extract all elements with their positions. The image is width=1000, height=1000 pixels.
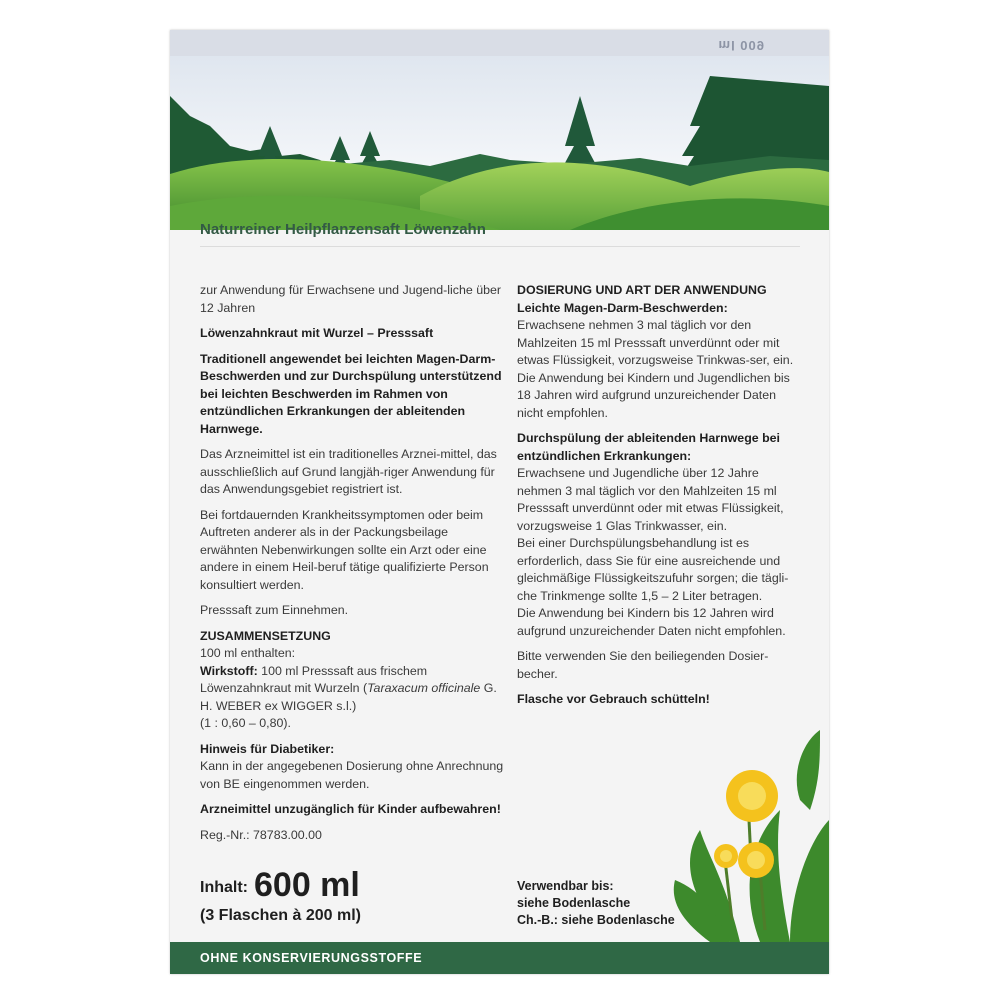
wirkstoff-tail: G. H. WEBER ex WIGGER s.l.): [200, 681, 497, 713]
cup-note: Bitte verwenden Sie den beiliegenden Dosier-becher.: [517, 649, 769, 681]
expiry-info: [517, 878, 675, 929]
dandelion-illustration: [670, 720, 829, 942]
children-warning: Arzneimittel unzugänglich für Kinder aufbewahren!: [200, 802, 501, 816]
wirkstoff-text: [200, 663, 505, 716]
herb-name: Löwenzahnkraut mit Wurzel – Presssaft: [200, 326, 434, 340]
content-volume: 600 ml: [254, 866, 360, 904]
footer-band: [170, 942, 829, 974]
content-label-text: Inhalt:: [200, 879, 248, 896]
traditional-text: Das Arzneimittel ist ein traditionelles Arznei-mittel, das ausschließlich auf Grund langjäh-riger Anwendung für das Anwendungsgebiet registriert ist.: [200, 447, 497, 496]
right-column: [517, 282, 799, 717]
product-title: Naturreiner Heilpflanzensaft Löwenzahn: [200, 221, 486, 238]
left-column: [200, 282, 505, 852]
batch-location: Ch.-B.: siehe Bodenlasche: [517, 913, 675, 927]
indication-text: Traditionell angewendet bei leichten Magen-Darm-Beschwerden und zur Durchspülung unterstützend bei leichten Beschwerden im Rahmen von entzündlichen Erkrankungen der ableitenden Harnwege.: [200, 351, 502, 436]
dosage-form: Presssaft zum Einnehmen.: [200, 603, 349, 617]
flush-heading: Durchspülung der ableitenden Harnwege bei entzündlichen Erkrankungen:: [517, 431, 780, 463]
product-box-back: [170, 30, 829, 974]
bottle-count: (3 Flaschen à 200 ml): [200, 907, 361, 924]
diabetic-heading: Hinweis für Diabetiker:: [200, 741, 335, 756]
wirkstoff-latin: Taraxacum officinale: [367, 681, 481, 695]
flush-children-text: Die Anwendung bei Kindern bis 12 Jahren wird aufgrund unzureichender Daten nicht empfohlen.: [517, 606, 786, 638]
flush-fluids-text: Bei einer Durchspülungsbehandlung ist es erforderlich, dass Sie für eine ausreichende und gleichmäßige Flüssigkeitszufuhr sorgen; die tägli-che Trinkmenge sollte 1,5 – 2 Liter betragen.: [517, 536, 789, 603]
audience-text: zur Anwendung für Erwachsene und Jugend-liche über 12 Jahren: [200, 283, 502, 315]
shake-note: Flasche vor Gebrauch schütteln!: [517, 692, 710, 706]
wirkstoff-body: 100 ml Presssaft aus frischem Löwenzahnkraut mit Wurzeln (: [200, 663, 428, 695]
expiry-location: siehe Bodenlasche: [517, 896, 631, 910]
preservative-free-label: OHNE KONSERVIERUNGSSTOFFE: [200, 951, 423, 965]
ratio-text: (1 : 0,60 – 0,80).: [200, 716, 291, 730]
composition-heading: ZUSAMMENSETZUNG: [200, 628, 331, 643]
content-label: [200, 866, 520, 925]
composition-contains: 100 ml enthalten:: [200, 646, 296, 660]
wirkstoff-label: Wirkstoff:: [200, 663, 258, 678]
gi-heading: Leichte Magen-Darm-Beschwerden:: [517, 300, 728, 315]
warning-text: Bei fortdauernden Krankheitssymptomen oder beim Auftreten anderer als in der Packungsbeilage erwähnten Nebenwirkungen sollte ein Arzt oder eine andere in einem Heil-beruf tätige qualifizierte Person konsultiert werden.: [200, 507, 489, 592]
box-lid: [170, 30, 829, 57]
flush-text: Erwachsene und Jugendliche über 12 Jahre nehmen 3 mal täglich vor den Mahlzeiten 15 ml Presssaft unverdünnt oder mit etwas Flüssigkeit, vorzugsweise 1 Glas Trinkwasser, ein.: [517, 466, 784, 533]
expiry-label: Verwendbar bis:: [517, 879, 614, 893]
diabetic-text: Kann in der angegebenen Dosierung ohne Anrechnung von BE eingenommen werden.: [200, 759, 504, 791]
dosage-heading: DOSIERUNG UND ART DER ANWENDUNG: [517, 283, 767, 297]
registration-number: Reg.-Nr.: 78783.00.00: [200, 827, 322, 842]
gi-text: Erwachsene nehmen 3 mal täglich vor den Mahlzeiten 15 ml Presssaft unverdünnt oder mit etwas Flüssigkeit, vorzugsweise Trinkwas-ser, ein.: [517, 318, 794, 367]
gi-children-text: Die Anwendung bei Kindern und Jugendlichen bis 18 Jahren wird aufgrund unzureichender Daten nicht empfohlen.: [517, 370, 790, 420]
lid-print: ml 009: [718, 38, 765, 53]
landscape-illustration: [170, 56, 829, 230]
title-divider: [200, 246, 800, 247]
